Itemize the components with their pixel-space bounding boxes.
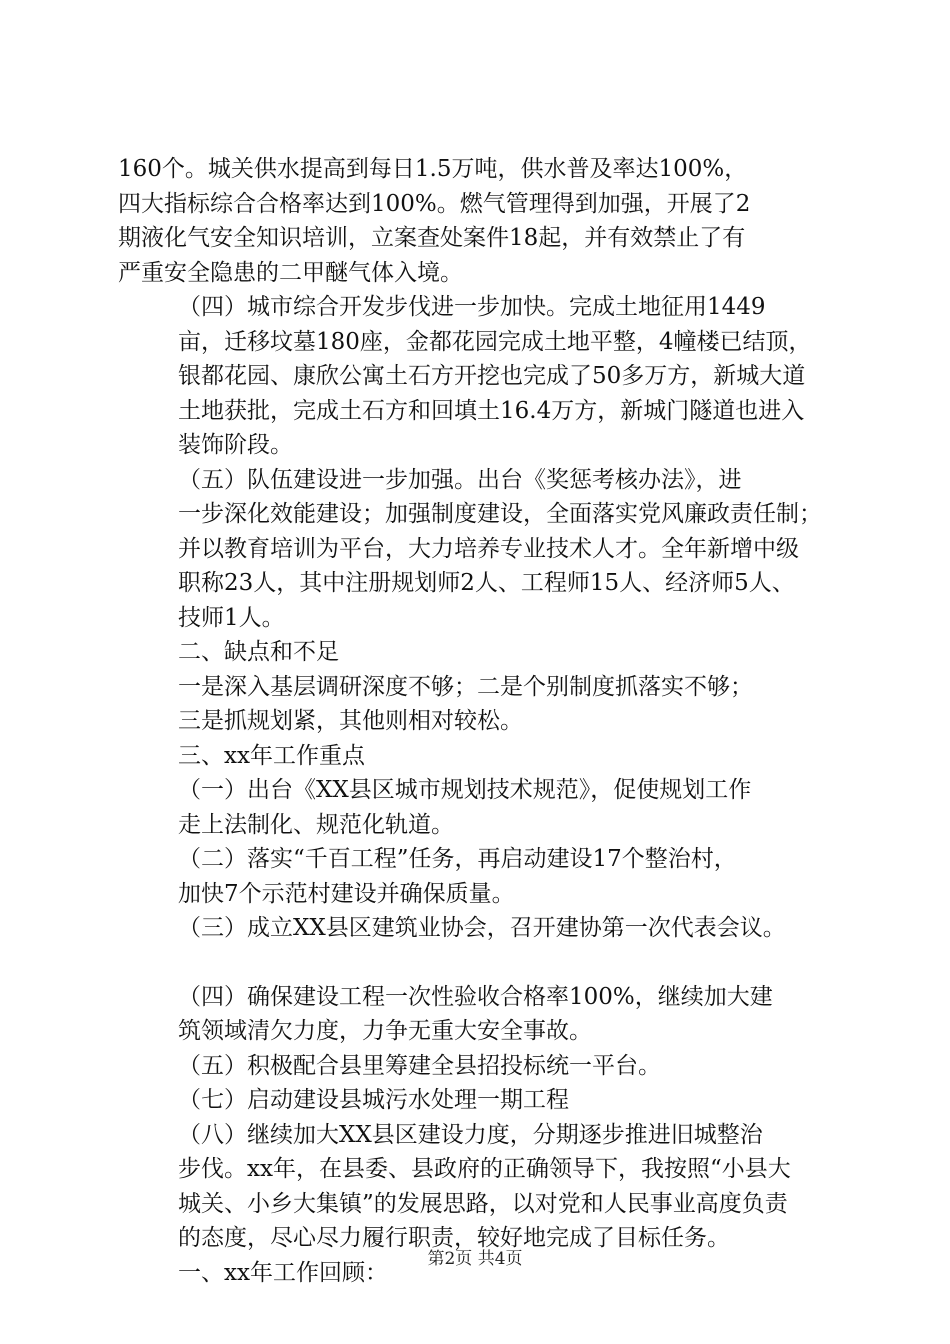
text-line: （一）出台《XX县区城市规划技术规范》，促使规划工作 xyxy=(178,777,752,803)
text-line: 技师1人。 xyxy=(178,604,285,631)
text-line: 期液化气安全知识培训，立案查处案件18起，并有效禁止了有 xyxy=(118,225,746,251)
paragraph xyxy=(118,980,848,1049)
text-line: 银都花园、康欣公寓土石方开挖也完成了50多万方，新城大道 xyxy=(178,363,806,389)
text-line: （四）确保建设工程一次性验收合格率100%，继续加大建 xyxy=(178,983,773,1010)
paragraph xyxy=(118,290,848,463)
paragraph xyxy=(118,842,848,911)
text-line: 职称23人，其中注册规划师2人、工程师15人、经济师5人、 xyxy=(178,570,795,596)
text-line: （三）成立XX县区建筑业协会，召开建协第一次代表会议。 xyxy=(178,915,786,941)
text-line: 一步深化效能建设；加强制度建设，全面落实党风廉政责任制； xyxy=(178,501,822,527)
text-line: （五）积极配合县里筹建全县招投标统一平台。 xyxy=(178,1052,661,1079)
text-line: 四大指标综合合格率达到100%。燃气管理得到加强，开展了2 xyxy=(118,190,751,217)
text-line: 三、xx年工作重点 xyxy=(178,742,365,769)
text-line: 严重安全隐患的二甲醚气体入境。 xyxy=(118,259,463,286)
paragraph xyxy=(118,670,848,739)
text-line: （四）城市综合开发步伐进一步加快。完成土地征用1449 xyxy=(178,294,766,320)
paragraph xyxy=(118,739,848,774)
text-line: 一是深入基层调研深度不够；二是个别制度抓落实不够； xyxy=(178,673,753,700)
text-line: 步伐。xx年，在县委、县政府的正确领导下，我按照“小县大 xyxy=(178,1156,791,1182)
text-line: 土地获批，完成土石方和回填土16.4万方，新城门隧道也进入 xyxy=(178,397,805,424)
paragraph xyxy=(118,911,848,946)
text-line: 一、xx年工作回顾： xyxy=(178,1259,388,1286)
paragraph xyxy=(118,635,848,670)
text-line: 160个。城关供水提高到每日1.5万吨，供水普及率达100%， xyxy=(118,156,748,182)
text-line: 城关、小乡大集镇”的发展思路，以对党和人民事业高度负责 xyxy=(178,1190,788,1217)
text-line: （七）启动建设县城污水处理一期工程 xyxy=(178,1087,569,1113)
text-line: 的态度，尽心尽力履行职责，较好地完成了目标任务。 xyxy=(178,1225,730,1251)
blank-line xyxy=(118,946,848,980)
text-line: （二）落实“千百工程”任务，再启动建设17个整治村， xyxy=(178,846,737,872)
text-line: 走上法制化、规范化轨道。 xyxy=(178,811,454,838)
text-line: （五）队伍建设进一步加强。出台《奖惩考核办法》，进 xyxy=(178,466,742,493)
paragraph xyxy=(118,1118,848,1256)
text-line: 装饰阶段。 xyxy=(178,432,293,458)
text-line: 二、缺点和不足 xyxy=(178,639,339,665)
paragraph xyxy=(118,773,848,842)
paragraph-block-top xyxy=(118,152,848,946)
text-line: 筑领域清欠力度，力争无重大安全事故。 xyxy=(178,1018,592,1044)
text-line: 加快7个示范村建设并确保质量。 xyxy=(178,880,515,907)
paragraph xyxy=(118,152,848,290)
text-line: 三是抓规划紧，其他则相对较松。 xyxy=(178,708,523,734)
page-footer: 第2页 共4页 xyxy=(427,1249,523,1269)
paragraph xyxy=(118,463,848,636)
paragraph xyxy=(118,1049,848,1084)
text-line: 并以教育培训为平台，大力培养专业技术人才。全年新增中级 xyxy=(178,535,799,562)
text-line: （八）继续加大XX县区建设力度，分期逐步推进旧城整治 xyxy=(178,1121,763,1148)
paragraph xyxy=(118,1083,848,1118)
text-line: 亩，迁移坟墓180座，金都花园完成土地平整，4幢楼已结顶， xyxy=(178,328,812,355)
body-text xyxy=(118,152,848,1290)
